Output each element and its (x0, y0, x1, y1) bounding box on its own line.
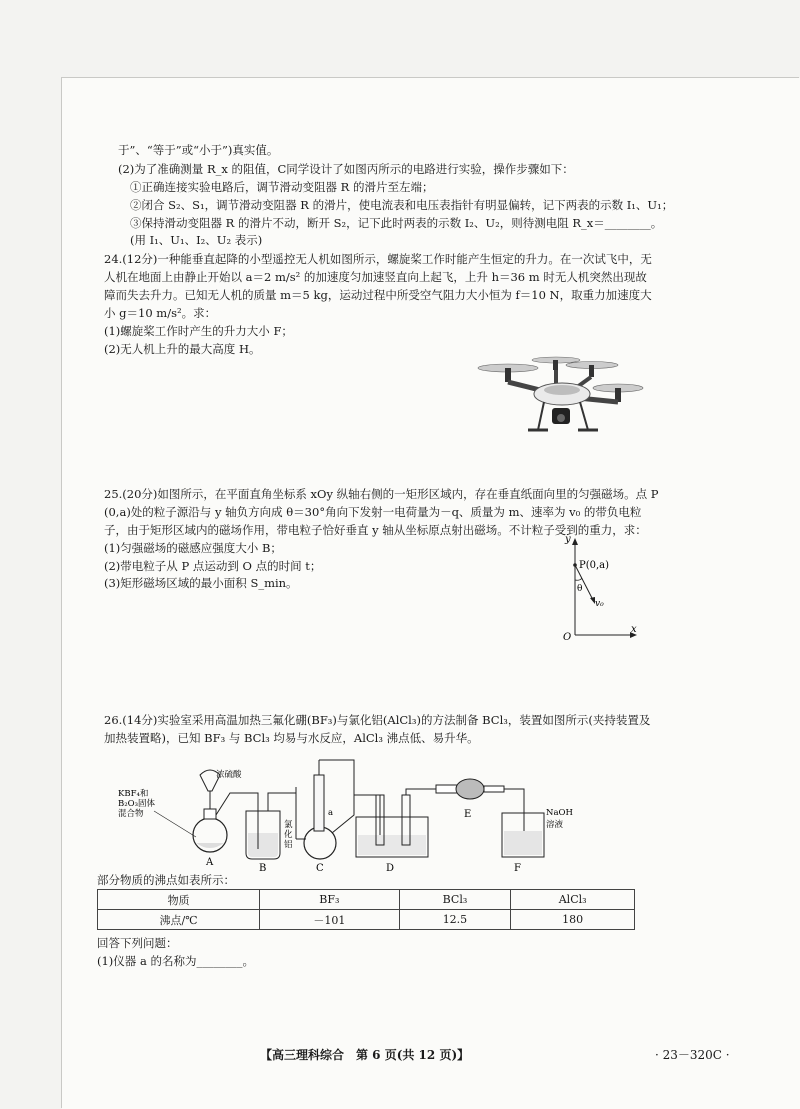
coordinate-figure (555, 530, 640, 645)
theta-label: θ (577, 584, 583, 594)
table-cell: 180 (511, 910, 635, 930)
acid-label: 浓硫酸 (216, 770, 242, 780)
q24-line3: 障而失去升力。已知无人机的质量 m＝5 kg，运动过程中所受空气阻力大小恒为 f＝10 N，取重力加速度大 (104, 288, 652, 302)
reagent-label-3: 混合物 (118, 809, 144, 819)
table-header-cell: AlCl₃ (511, 890, 635, 910)
origin-label: O (563, 632, 572, 643)
q25-line1: 25.(20分)如图所示，在平面直角坐标系 xOy 纵轴右侧的一矩形区域内，存在垂直纸面向里的匀强磁场。点 P (104, 487, 659, 501)
q26-line1: 26.(14分)实验室采用高温加热三氟化硼(BF₃)与氯化铝(AlCl₃)的方法制备 BCl₃，装置如图所示(夹持装置及 (104, 713, 651, 727)
apparatus-figure (118, 755, 588, 873)
naoh-label-1: NaOH (546, 808, 573, 818)
table-header-cell: BCl₃ (399, 890, 511, 910)
q25-sub3: (3)矩形磁场区域的最小面积 S_min。 (104, 576, 298, 590)
table-header-row (98, 890, 635, 910)
q23-note: (用 I₁、U₁、I₂、U₂ 表示) (130, 233, 263, 247)
q26-sub1: (1)仪器 a 的名称为________。 (97, 954, 254, 968)
table-header-cell: BF₃ (260, 890, 399, 910)
q25-line3: 子，由于矩形区域内的磁场作用，带电粒子恰好垂直 y 轴从坐标原点射出磁场。不计粒子受到的重力，求： (104, 523, 647, 537)
answer-intro: 回答下列问题： (97, 936, 178, 950)
table-header-cell: 物质 (98, 890, 260, 910)
page-code: · 23－320C · (655, 1048, 730, 1062)
q23-line1: (2)为了准确测量 R_x 的阻值，C同学设计了如图丙所示的电路进行实验，操作步骤如下： (118, 162, 574, 176)
alcl3-label-2: 化 (284, 830, 293, 840)
table-intro: 部分物质的沸点如表所示： (97, 873, 235, 887)
velocity-label: v₀ (595, 599, 604, 609)
alcl3-label-3: 铝 (284, 840, 293, 850)
q23-step1: ①正确连接实验电路后，调节滑动变阻器 R 的滑片至左端； (130, 180, 434, 194)
q26-line2: 加热装置略)，已知 BF₃ 与 BCl₃ 均易与水反应，AlCl₃ 沸点低、易升华。 (104, 731, 479, 745)
q23-line0: 于”、“等于”或“小于”)真实值。 (118, 143, 279, 157)
alcl3-label-1: 氯 (284, 820, 293, 830)
page-footer-title: 【高三理科综合 第 6 页(共 12 页)】 (260, 1048, 470, 1062)
q25-line2: (0,a)处的粒子源沿与 y 轴负方向成 θ＝30°角向下发射一电荷量为－q、质量为 m、速率为 v₀ 的带负电粒 (104, 505, 642, 519)
label-f: F (514, 863, 521, 874)
label-d: D (386, 863, 395, 874)
table-cell: －101 (260, 910, 399, 930)
y-axis-label: y (565, 534, 571, 545)
boiling-point-table (97, 889, 635, 930)
x-axis-label: x (631, 624, 637, 635)
table-cell: 12.5 (399, 910, 511, 930)
q25-sub2: (2)带电粒子从 P 点运动到 O 点的时间 t； (104, 559, 322, 573)
label-b: B (259, 863, 267, 874)
label-c: C (316, 863, 324, 874)
table-cell: 沸点/℃ (98, 910, 260, 930)
reagent-label-2: B₂O₃固体 (118, 799, 156, 809)
q24-sub2: (2)无人机上升的最大高度 H。 (104, 342, 261, 356)
reagent-label-1: KBF₄和 (118, 789, 149, 799)
point-p-label: P(0,a) (579, 560, 610, 571)
q24-line1: 24.(12分)一种能垂直起降的小型遥控无人机如图所示，螺旋桨工作时能产生恒定的升力。在一次试飞中，无 (104, 252, 652, 266)
label-e: E (464, 809, 472, 820)
table-row (98, 910, 635, 930)
q24-line2: 人机在地面上由静止开始以 a＝2 m/s² 的加速度匀加速竖直向上起飞，上升 h＝36 m 时无人机突然出现故 (104, 270, 647, 284)
naoh-label-2: 溶液 (546, 820, 564, 830)
q24-sub1: (1)螺旋桨工作时产生的升力大小 F； (104, 324, 293, 338)
q25-sub1: (1)匀强磁场的磁感应强度大小 B； (104, 541, 282, 555)
instrument-a-label: a (328, 808, 334, 818)
q24-line4: 小 g＝10 m/s²。求： (104, 306, 217, 320)
q23-step2: ②闭合 S₂、S₁，调节滑动变阻器 R 的滑片，使电流表和电压表指针有明显偏转，记下两表的示数 I₁、U₁； (130, 198, 674, 212)
drone-figure (478, 352, 643, 444)
label-a: A (206, 857, 214, 868)
q23-step3: ③保持滑动变阻器 R 的滑片不动，断开 S₂，记下此时两表的示数 I₂、U₂，则待测电阻 R_x＝________。 (130, 216, 663, 230)
